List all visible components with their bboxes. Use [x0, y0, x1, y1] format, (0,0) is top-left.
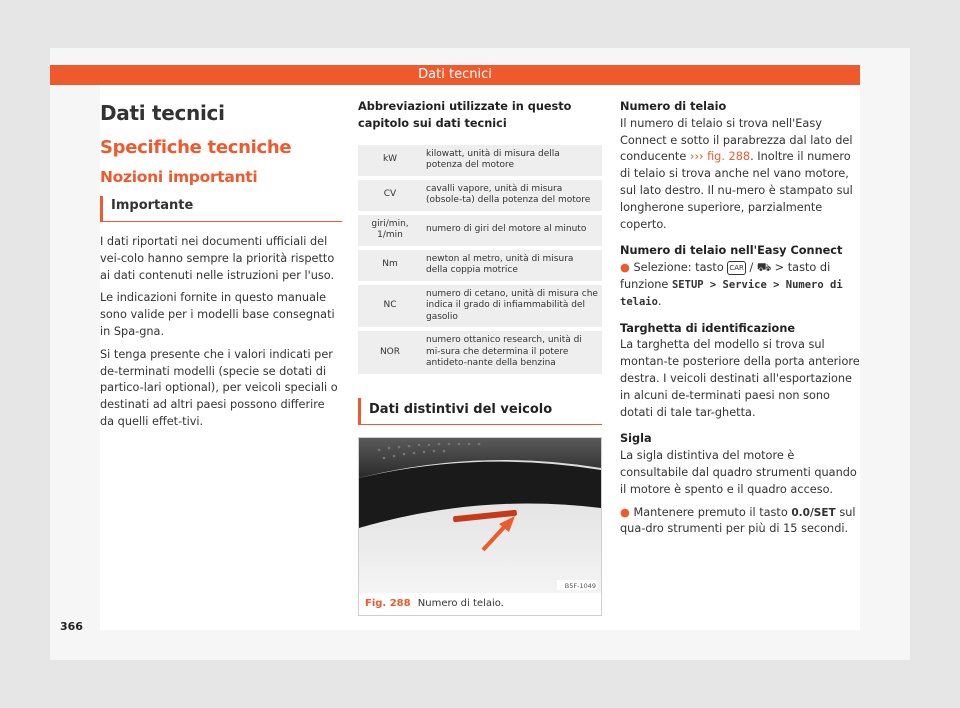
figure-288 — [358, 437, 602, 616]
paragraph-2: Le indicazioni fornite in questo manuale sono valide per i modelli base consegnati in Spa-gna. — [100, 291, 335, 338]
heading-targhetta: Targhetta di identificazione — [620, 321, 796, 335]
section-heading-specifiche: Specifiche tecniche — [100, 137, 292, 158]
table-row — [358, 250, 602, 281]
heading-sigla: Sigla — [620, 432, 652, 446]
windshield-illustration — [359, 438, 601, 593]
paragraph-sigla: La sigla distintiva del motore è consultabile dal quadro strumenti quando il motore è spento e il quadro acceso. — [620, 449, 857, 496]
important-box-heading — [100, 196, 342, 222]
page-number: 366 — [60, 620, 83, 633]
car-key-icon: CAR — [727, 261, 746, 275]
abbr-key: CV — [358, 180, 422, 211]
bullet-icon: ● — [620, 261, 630, 275]
paragraph-text: . Inoltre il numero di telaio si trova anche nel vano motore, sul lato destro. Il nu-mero è stampato sul longherone superiore, parzialmente coperto. — [620, 150, 853, 231]
bullet-text: / ⛟ > tasto di funzione — [620, 261, 831, 291]
important-label: Importante — [111, 198, 194, 213]
bullet-text: . — [657, 294, 662, 308]
bullet-icon: ● — [620, 505, 630, 519]
table-row — [358, 215, 602, 246]
bullet-text: Mantenere premuto il tasto — [633, 505, 788, 519]
chapter-header-bar — [50, 65, 860, 85]
windshield-vin-photo — [359, 438, 601, 593]
column-right — [620, 85, 860, 538]
paragraph-targhetta: La targhetta del modello si trova sul montan-te posteriore della porta anteriore destra. I veicoli destinati all'esportazione in alcuni de-terminati paesi non sono dotati di tale tar-ghetta. — [620, 338, 860, 419]
abbr-key: NC — [358, 285, 422, 328]
figure-label: Fig. 288 — [365, 597, 411, 609]
column-left — [100, 85, 342, 431]
content-sheet — [100, 85, 860, 630]
section-heading-text: Dati distintivi del veicolo — [369, 401, 553, 417]
figure-caption-text: Numero di telaio. — [417, 597, 504, 609]
heading-numero-telaio: Numero di telaio — [620, 100, 727, 113]
figure-code: B5F-1049 — [564, 581, 596, 590]
table-row — [358, 180, 602, 211]
section-heading-dati-distintivi — [358, 398, 602, 425]
abbr-key: giri/min, 1/min — [358, 215, 422, 246]
table-row — [358, 285, 602, 328]
paragraph-3: Si tenga presente che i valori indicati per de-terminati modelli (specie se dotati di partico-lari optional), per veicoli speciali o destinati ad altri paesi possono differire da quelli effet-tivi. — [100, 347, 338, 428]
abbr-desc: cavalli vapore, unità di misura (obsole-ta) della potenza del motore — [422, 180, 602, 211]
section-heading-nozioni: Nozioni importanti — [100, 168, 258, 186]
figure-caption — [359, 593, 601, 615]
abbr-desc: kilowatt, unità di misura della potenza del motore — [422, 145, 602, 176]
chapter-header-title: Dati tecnici — [418, 67, 492, 82]
abbr-key: Nm — [358, 250, 422, 281]
column-middle — [358, 85, 602, 616]
heading-easy-connect: Numero di telaio nell'Easy Connect — [620, 244, 843, 258]
abbreviations-table — [358, 141, 602, 378]
bullet-mantenere — [620, 505, 860, 539]
menu-path: SETUP > Service > Numero di telaio — [620, 278, 843, 308]
abbr-desc: numero di giri del motore al minuto — [422, 215, 602, 246]
paragraph-numero-telaio — [620, 116, 860, 234]
paragraph-text: Il numero di telaio si trova nell'Easy Connect e sotto il parabrezza dal lato del conducente — [620, 116, 853, 164]
bullet-text: Selezione: tasto — [633, 261, 724, 275]
paragraph-1: I dati riportati nei documenti ufficiali del vei-colo hanno sempre la priorità rispetto ai dati contenuti nelle istruzioni per l'uso. — [100, 235, 335, 282]
table-row — [358, 331, 602, 374]
abbreviations-title: Abbreviazioni utilizzate in questo capitolo sui dati tecnici — [358, 100, 572, 130]
abbr-desc: newton al metro, unità di misura della coppia motrice — [422, 250, 602, 281]
figure-reference-link[interactable]: ››› fig. 288 — [689, 150, 751, 164]
table-row — [358, 145, 602, 176]
abbr-key: kW — [358, 145, 422, 176]
abbr-desc: numero di cetano, unità di misura che indica il grado di infiammabilità del gasolio — [422, 285, 602, 328]
abbr-key: NOR — [358, 331, 422, 374]
set-key-icon: 0.0/SET — [791, 506, 836, 519]
abbr-desc: numero ottanico research, unità di mi-sura che determina il potere antideto-nante della benzina — [422, 331, 602, 374]
bullet-easy-connect — [620, 260, 860, 310]
page-title: Dati tecnici — [100, 101, 225, 125]
bullet-text: sul qua-dro strumenti per più di 15 secondi. — [620, 505, 856, 536]
